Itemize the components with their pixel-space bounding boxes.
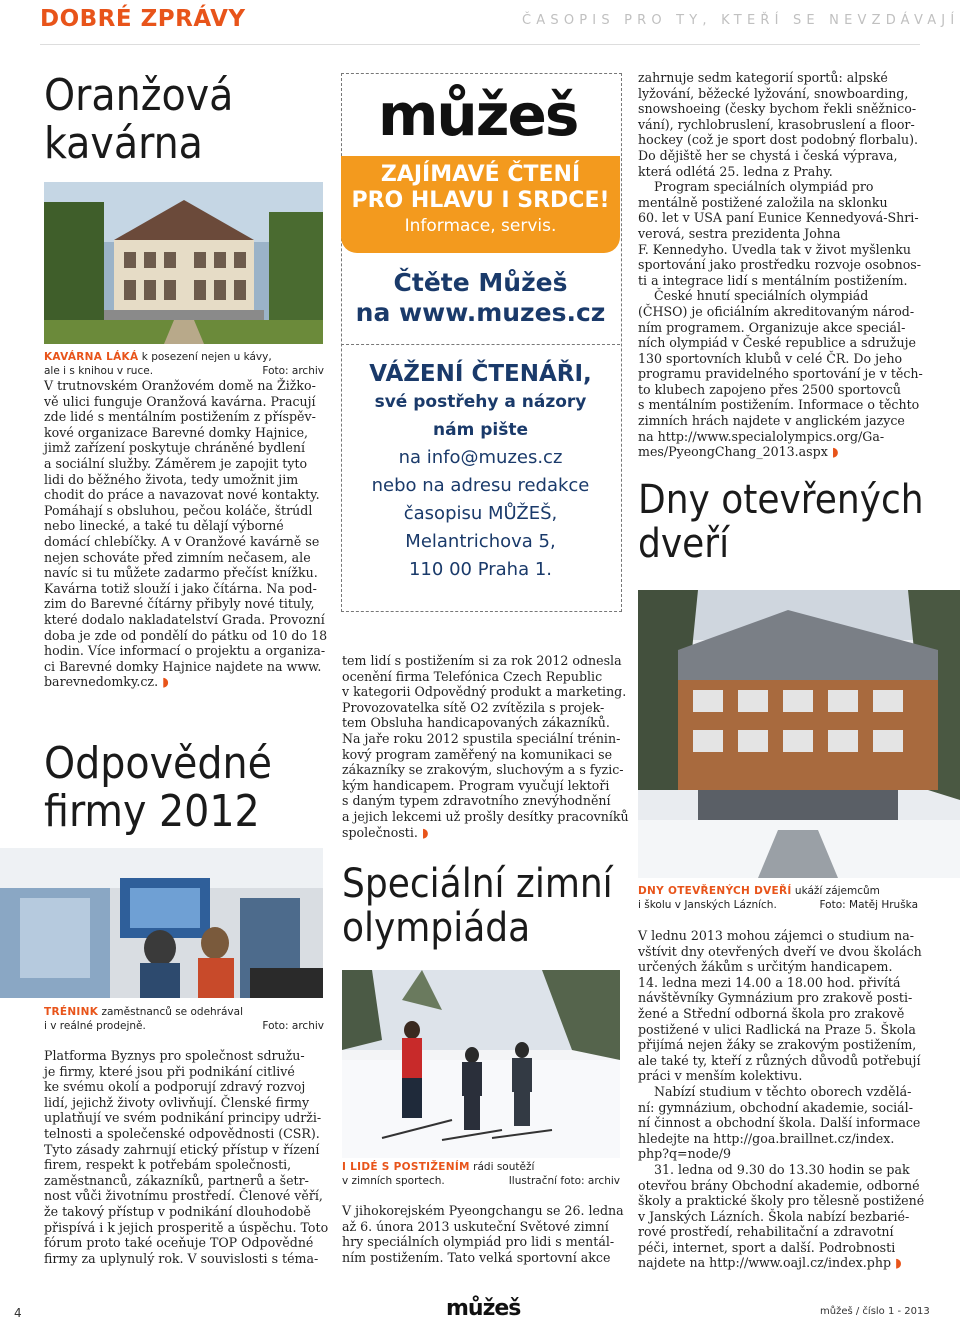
cafe-article: V trutnovském Oranžovém domě na Žižko- vě ulici funguje Oranžová kavárna. Pracují zde lidé s mentálním postižením z příspěv- kové organizace Barevné domky Hajnice, jimž zařízení poskytuje chráněné bydlení a sociální služby. Záměrem je zapojit tyto lidi do běžného života, tedy umožnit jim chodit do práce a navazovat nové kontakty. Pomáhají s obsluhou, pečou koláče, štrúdl nebo linecké, a také tu dělají výborné domácí chlebíčky. A v Oranžové kavárně se nejen schováte před zimním nečasem, ale navíc si tu můžete zadarmo přečíst knížku. Kavárna totiž slouží i jako čítárna. Na pod- zim do Barevné čítárny přibyly nové tituly, které dodalo nakladatelství Grada. Provozní doba je zde od pondělí do pátku od 10 do 18 hodin. Více informací o projektu a organiza- ci Barevné domky Hajnice najdete na www. barevnedomky.cz. ◗	[44, 378, 328, 690]
header-rule	[40, 44, 920, 45]
footer-logo: můžeš	[446, 1296, 521, 1321]
open-doors-article: V lednu 2013 mohou zájemci o studium na- vštívit dny otevřených dveří ve dvou školách určených žákům s určitým handicapem. 14. ledna mezi 14.00 a 18.00 hod. přivítá návštěvníky Gymnázium pro zrakově posti- žené a Střední odborná škola pro zrakově postižené v ulici Radlická na Praze 5. Škola přijímá nejen žáky se zrakovým postižením, ale také ty, kteří z různých důvodů potřebují práci v menším kolektivu. Nabízí studium v těchto oborech vzdělá- ní: gymnázium, obchodní akademie, sociál- ní činnost a obchodní škola. Další informace hledejte na http://goa.braillnet.cz/index. php?q=node/9 31. ledna od 9.30 do 13.30 hodin se pak otevřou brány Obchodní akademie, odborné školy a praktické školy pro tělesně postižené v Janských Lázních. Škola nabízí bezbarié- rové prostředí, rehabilitační a zdravotní péči, internet, sport a další. Podrobnosti najdete na http://www.oajl.cz/index.php ◗	[638, 928, 925, 1271]
article-end-icon: ◗	[162, 674, 169, 690]
store-training-photo	[0, 848, 323, 998]
specialni-zimni-olympiada-title: Speciální zimní olympiáda	[342, 861, 613, 951]
training-photo-caption: TRÉNINK zaměstnanců se odehrával i v reálné prodejně. Foto: archiv	[44, 1006, 324, 1032]
odpovedne-firmy-title: Odpovědné firmy 2012	[44, 738, 273, 838]
article-end-icon: ◗	[895, 1255, 902, 1271]
skiers-photo	[342, 970, 620, 1158]
cafe-photo-caption: KAVÁRNA LÁKÁ k posezení nejen u kávy, ale i s knihou v ruce. Foto: archiv	[44, 351, 324, 377]
school-photo-caption: DNY OTEVŘENÝCH DVEŘÍ ukáží zájemcům i školu v Janských Lázních. Foto: Matěj Hruška	[638, 885, 918, 911]
header-tagline: ČASOPIS PRO TY, KTEŘÍ SE NEVZDÁVAJÍ	[522, 13, 960, 28]
ad-readers-box: VÁŽENÍ ČTENÁŘI, své postřehy a názory nám pište na info@muzes.cz nebo na adresu redakce časopisu MŮŽEŠ, Melantrichova 5, 110 00 Praha 1.	[369, 361, 592, 580]
firms-article: Platforma Byznys pro společnost sdružu- je firmy, které jsou při podnikání citlivé ke svému okolí a podporují zdravý rozvoj lidí, jejichž životy ovlivňují. Členské firmy uplatňují ve svém podnikání principy udrži- telnosti a společenské odpovědnosti (CSR). Tyto zásady zahrnují etický přístup v řízení firem, respekt k potřebám společnosti, zaměstnanců, zákazníků, partnerů a šetr- nost vůči životnímu prostředí. Členové věří, že takový přístup v podnikání dlouhodobě přispívá i k jejich prosperitě a úspěchu. Toto fórum proto také oceňuje TOP Odpovědné firmy za uplynulý rok. V souvislosti s téma-	[44, 1048, 329, 1266]
dny-otevrenych-dveri-title: Dny otevřených dveří	[638, 477, 924, 567]
page-number: 4	[14, 1306, 22, 1320]
ad-orange-box: ZAJÍMAVÉ ČTENÍ PRO HLAVU I SRDCE! Informace, servis.	[341, 156, 620, 253]
olympics-article: V jihokorejském Pyeongchangu se 26. ledna až 6. února 2013 uskuteční Světové zimní hry speciálních olympiád pro lidi s mentál- ním postižením. Tato velká sportovní akce	[342, 1203, 624, 1265]
cafe-building-photo	[44, 182, 323, 344]
school-building-photo	[638, 590, 960, 878]
article-end-icon: ◗	[421, 824, 429, 840]
ad-divider	[341, 344, 620, 346]
header-brand: DOBRÉ ZPRÁVY	[40, 6, 246, 32]
muzes-logo: můžeš	[378, 81, 578, 149]
article-end-icon: ◗	[831, 444, 839, 460]
firms-article-continued: tem lidí s postižením si za rok 2012 odnesla ocenění firma Telefónica Czech Republic v kategorii Odpovědný produkt a marketing. Provozovatelka sítě O2 zvítězila s projek- tem Obsluha handicapovaných zákazníků. Na jaře roku 2012 spustila speciální trénin- kový program zaměřený na komunikaci se zákazníky se zrakovým, sluchovým a s fyzic- kým handicapem. Program vyučují lektoři s daným typem zdravotního znevýhodnění a jejich lekcemi už prošly desítky pracovníků společnosti. ◗	[342, 653, 629, 840]
ad-read-promo[interactable]: Čtěte Můžeš na www.muzes.cz	[355, 268, 606, 327]
oranzova-kavarna-title: Oranžová kavárna	[44, 70, 234, 170]
olympics-article-continued: zahrnuje sedm kategorií sportů: alpské lyžování, běžecké lyžování, snowboarding, snowshoeing (česky bychom řekli sněžnico- vání), rychlobruslení, krasobruslení a floor- hockey (což je sport dost podobný florbalu). Do dějiště her se chystá i česká výprava, která odlétá 25. ledna z Prahy. Program speciálních olympiád pro mentálně postižené založila na sklonku 60. let v USA paní Eunice Kennedyová-Shri- verová, sestra prezidenta Johna F. Kennedyho. Uvedla tak v život myšlenku sportování jako prostředku rozvoje osobnos- ti a integrace lidí s mentálním postižením. České hnutí speciálních olympiád (ČHSO) je oficiálním akreditovaným národ- ním programem. Organizuje akce speciál- ních olympiád v České republice a sdružuje 130 sportovních klubů v celé ČR. Do jeho programu pravidelného sportování je v těch- to klubech zapojeno přes 2500 sportovců s mentálním postižením. Informace o těchto zimních hrách najdete v anglickém jazyce na http://www.specialolympics.org/Ga- mes/PyeongChang_2013.aspx ◗	[638, 70, 923, 460]
skiers-photo-caption: I LIDÉ S POSTIŽENÍM rádi soutěží v zimních sportech. Ilustrační foto: archiv	[342, 1161, 620, 1187]
footer-issue: můžeš / číslo 1 - 2013	[820, 1306, 930, 1317]
